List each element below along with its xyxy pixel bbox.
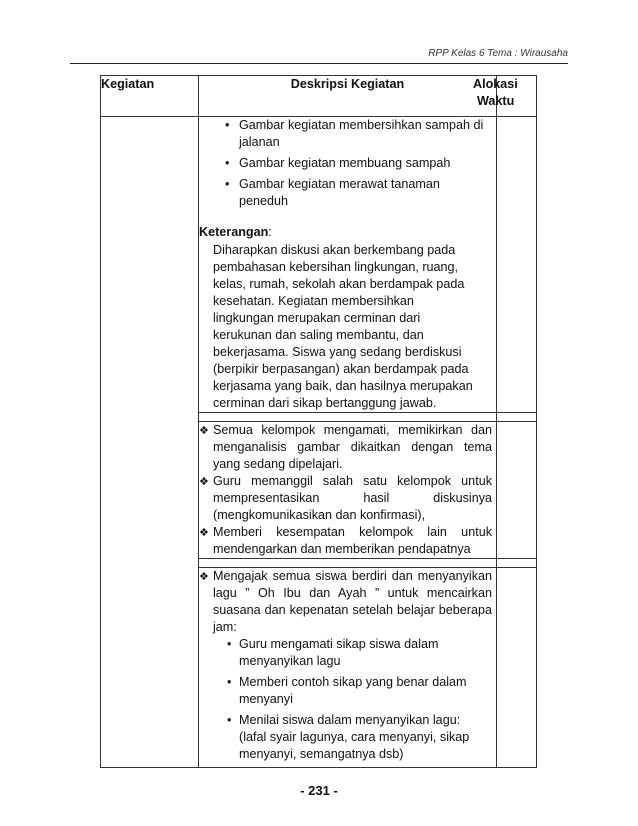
activity-table bbox=[100, 75, 537, 768]
spacer-cell bbox=[497, 559, 537, 568]
spacer-cell bbox=[199, 413, 497, 422]
col-header-deskripsi: Deskripsi Kegiatan bbox=[199, 76, 497, 117]
table-header-row bbox=[101, 76, 537, 117]
list-item: • Guru mengamati sikap siswa dalam menyanyikan lagu bbox=[213, 636, 488, 670]
header-rule bbox=[70, 63, 568, 64]
alokasi-line-2: Waktu bbox=[477, 94, 515, 108]
running-header: RPP Kelas 6 Tema : Wirausaha bbox=[428, 48, 568, 59]
table-row bbox=[101, 117, 537, 413]
image-list bbox=[199, 117, 496, 210]
list-item: ❖ Guru memanggil salah satu kelompok untuk mempresentasikan hasil diskusinya (mengkomunikasikan dan konfirmasi), bbox=[199, 473, 492, 524]
list-item: ❖ Memberi kesempatan kelompok lain untuk mendengarkan dan memberikan pendapatnya bbox=[199, 524, 492, 558]
col-header-kegiatan: Kegiatan bbox=[101, 76, 199, 117]
list-item: • Memberi contoh sikap yang benar dalam menyanyi bbox=[213, 674, 488, 708]
keterangan-colon: : bbox=[268, 225, 272, 239]
spacer-cell bbox=[497, 413, 537, 422]
page-number: - 231 - bbox=[300, 783, 338, 798]
activity-list bbox=[199, 422, 496, 558]
song-sub-list bbox=[199, 636, 496, 763]
alokasi-cell-1 bbox=[497, 117, 537, 413]
keterangan-label: Keterangan bbox=[199, 225, 269, 239]
deskripsi-cell-1 bbox=[199, 117, 497, 413]
keterangan-text: Diharapkan diskusi akan berkembang pada pembahasan kebersihan lingkungan, ruang, kelas, rumah, sekolah akan berdampak pada kesehatan. Kegiatan membersihkan lingkungan merupakan cerminan dari kerukunan dan saling membantu, dan bekerjasama. Siswa yang sedang berdiskusi (berpikir berpasangan) akan berdampak pada kerjasama yang baik, dan hasilnya merupakan cerminan dari sikap bertanggung jawab. bbox=[213, 243, 473, 410]
col-header-alokasi bbox=[473, 76, 537, 117]
list-item: • Gambar kegiatan membuang sampah bbox=[213, 155, 486, 172]
kegiatan-cell bbox=[101, 117, 199, 768]
keterangan-heading bbox=[199, 224, 496, 241]
alokasi-line-1: Alokasi bbox=[473, 77, 518, 91]
list-item: • Gambar kegiatan membersihkan sampah di jalanan bbox=[213, 117, 486, 151]
alokasi-cell-2 bbox=[497, 422, 537, 559]
list-item: • Menilai siswa dalam menyanyikan lagu: (lafal syair lagunya, cara menyanyi, sikap menyanyi, semangatnya dsb) bbox=[213, 712, 488, 763]
list-item: • Gambar kegiatan merawat tanaman peneduh bbox=[213, 176, 486, 210]
list-item: ❖ Mengajak semua siswa berdiri dan menyanyikan lagu ” Oh Ibu dan Ayah ” untuk mencairkan suasana dan kepenatan setelah belajar beberapa jam: bbox=[199, 568, 492, 636]
alokasi-cell-3 bbox=[497, 568, 537, 768]
spacer-cell bbox=[199, 559, 497, 568]
list-item: ❖ Semua kelompok mengamati, memikirkan dan menganalisis gambar dikaitkan dengan tema yang sedang dipelajari. bbox=[199, 422, 492, 473]
deskripsi-cell-2 bbox=[199, 422, 497, 559]
deskripsi-cell-3 bbox=[199, 568, 497, 768]
song-activity-list bbox=[199, 568, 496, 636]
